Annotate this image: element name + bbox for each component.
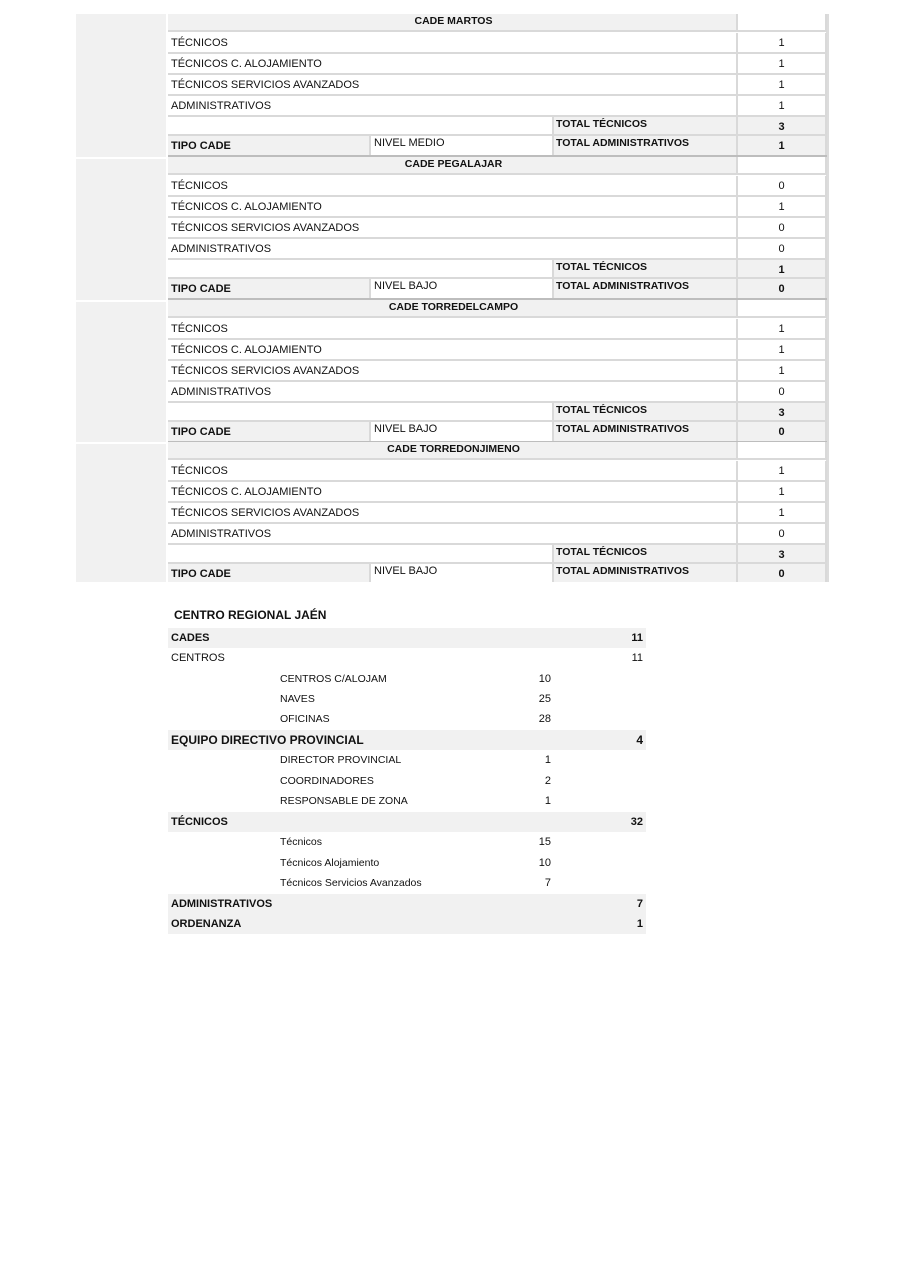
cade-title: CADE TORREDONJIMENO	[168, 442, 736, 458]
summary-row-cades: CADES 11	[168, 628, 646, 648]
summary-row-ordenanza: ORDENANZA 1	[168, 914, 646, 934]
summary-subrow: NAVES 25	[280, 693, 551, 705]
tipo-cade-row: TIPO CADE NIVEL BAJO TOTAL ADMINISTRATIVOS 0	[168, 564, 827, 582]
table-row: ADMINISTRATIVOS 0	[168, 524, 827, 545]
table-row: TÉCNICOS C. ALOJAMIENTO 1	[168, 340, 827, 361]
table-row: TÉCNICOS SERVICIOS AVANZADOS 1	[168, 75, 827, 96]
total-tecnicos-row: TOTAL TÉCNICOS 3	[168, 545, 827, 564]
table-row: ADMINISTRATIVOS 1	[168, 96, 827, 117]
table-row: TÉCNICOS 1	[168, 33, 827, 54]
summary-subrow: CENTROS C/ALOJAM 10	[280, 673, 551, 685]
cade-title-row	[168, 300, 827, 318]
table-row: TÉCNICOS 1	[168, 319, 827, 340]
summary-subrow: RESPONSABLE DE ZONA 1	[280, 795, 551, 807]
table-row: TÉCNICOS 0	[168, 176, 827, 197]
table-row: TÉCNICOS C. ALOJAMIENTO 1	[168, 54, 827, 75]
tipo-cade-row: TIPO CADE NIVEL BAJO TOTAL ADMINISTRATIVOS 0	[168, 422, 827, 443]
table-row: TÉCNICOS SERVICIOS AVANZADOS 1	[168, 361, 827, 382]
summary-subrow: COORDINADORES 2	[280, 775, 551, 787]
summary-row-tecnicos: TÉCNICOS 32	[168, 812, 646, 832]
cade-title-row	[168, 14, 827, 32]
cade-title: CADE MARTOS	[168, 14, 736, 30]
summary-subrow: OFICINAS 28	[280, 713, 551, 725]
table-row: TÉCNICOS SERVICIOS AVANZADOS 0	[168, 218, 827, 239]
left-gray-strip	[76, 14, 166, 582]
total-tecnicos-row: TOTAL TÉCNICOS 3	[168, 117, 827, 136]
summary-subrow: Técnicos Alojamiento 10	[280, 857, 551, 869]
summary-title: CENTRO REGIONAL JAÉN	[174, 608, 327, 622]
table-row: ADMINISTRATIVOS 0	[168, 239, 827, 260]
summary-subrow: Técnicos Servicios Avanzados 7	[280, 877, 551, 889]
total-tecnicos-row: TOTAL TÉCNICOS 1	[168, 260, 827, 279]
table-row: TÉCNICOS SERVICIOS AVANZADOS 1	[168, 503, 827, 524]
summary-row-administrativos: ADMINISTRATIVOS 7	[168, 894, 646, 914]
cade-title: CADE PEGALAJAR	[168, 157, 736, 173]
summary-subrow: DIRECTOR PROVINCIAL 1	[280, 754, 551, 766]
table-row: TÉCNICOS C. ALOJAMIENTO 1	[168, 197, 827, 218]
table-row: ADMINISTRATIVOS 0	[168, 382, 827, 403]
cade-title-row	[168, 442, 827, 460]
cade-title: CADE TORREDELCAMPO	[168, 300, 736, 316]
summary-row-centros: CENTROS 11	[171, 652, 643, 664]
summary-subrow: Técnicos 15	[280, 836, 551, 848]
tipo-cade-row: TIPO CADE NIVEL BAJO TOTAL ADMINISTRATIVOS 0	[168, 279, 827, 300]
summary-row-equipo: EQUIPO DIRECTIVO PROVINCIAL 4	[168, 730, 646, 750]
table-row: TÉCNICOS C. ALOJAMIENTO 1	[168, 482, 827, 503]
tipo-cade-row: TIPO CADE NIVEL MEDIO TOTAL ADMINISTRATIVOS 1	[168, 136, 827, 157]
cade-title-row	[168, 157, 827, 175]
table-row: TÉCNICOS 1	[168, 461, 827, 482]
total-tecnicos-row: TOTAL TÉCNICOS 3	[168, 403, 827, 422]
